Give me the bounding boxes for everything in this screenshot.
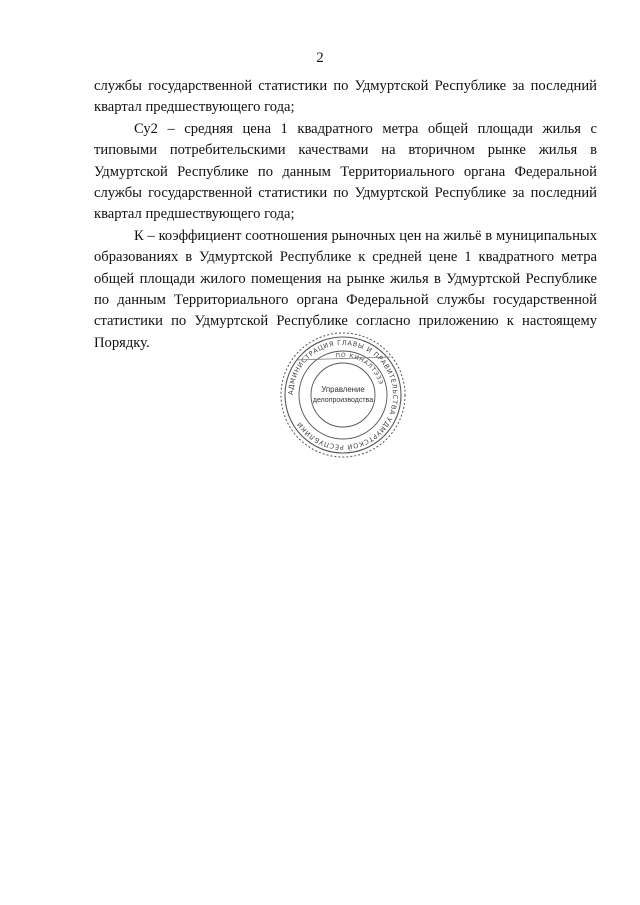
seal-middle-ring <box>299 351 387 439</box>
seal-center-line-2: делопроизводства <box>312 397 374 404</box>
page-number: 2 <box>316 50 324 66</box>
seal-inner-ring <box>311 363 375 427</box>
official-seal <box>278 330 408 460</box>
paragraph-k-definition: К – коэффициент соотношения рыночных цен на жильё в муниципальных образованиях в Удмуртской Республике к средней цене 1 квадратного метра общей площади жилого помещения на рынке жилья в Удмуртской Республике по данным Территориального органа Федеральной службы государственной статистики по Удмуртской Республике согласно приложению к настоящему Порядку. <box>94 227 597 351</box>
seal-outer-text: АДМИНИСТРАЦИЯ ГЛАВЫ И ПРАВИТЕЛЬСТВА УДМУРТСКОЙ РЕСПУБЛИКИ <box>286 338 400 452</box>
official-seal-graphic <box>278 330 408 460</box>
seal-inner-text: ПО КИНАЛТЭЗЭ <box>335 352 384 386</box>
document-body <box>94 76 597 354</box>
seal-outer-dashed-ring <box>281 333 405 457</box>
paragraph-continuation: службы государственной статистики по Удмуртской Республике за последний квартал предшествующего года; <box>94 78 597 116</box>
paragraph-cy2-definition: Су2 – средняя цена 1 квадратного метра общей площади жилья с типовыми потребительскими качествами на вторичном рынке жилья в Удмуртской Республике по данным Территориального органа Федеральной службы государственной статистики по Удмуртской Республике за последний квартал предшествующего года; <box>94 120 597 223</box>
seal-center-line-1: Управление <box>321 385 365 394</box>
